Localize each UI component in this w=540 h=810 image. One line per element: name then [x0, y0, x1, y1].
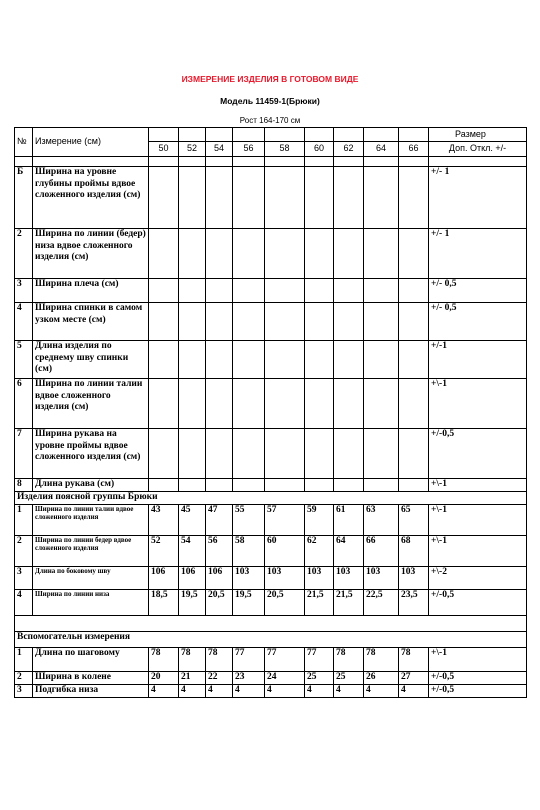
value-cell: 22: [206, 671, 233, 684]
measure-label: Длина изделия по среднему шву спинки (см): [33, 341, 149, 379]
value-cell: 4: [265, 684, 305, 697]
size-52: 52: [179, 142, 206, 157]
row-number: 4: [15, 303, 33, 341]
value-cell: [265, 479, 305, 492]
table-row: [15, 647, 527, 671]
value-cell: [149, 379, 179, 429]
value-cell: 106: [149, 566, 179, 589]
value-cell: 103: [233, 566, 265, 589]
value-cell: 103: [334, 566, 364, 589]
value-cell: [265, 229, 305, 279]
value-cell: [265, 303, 305, 341]
value-cell: 78: [334, 647, 364, 671]
value-cell: [305, 429, 334, 479]
value-cell: [179, 429, 206, 479]
value-cell: [399, 479, 429, 492]
value-cell: [334, 479, 364, 492]
value-cell: [149, 229, 179, 279]
value-cell: [334, 229, 364, 279]
tolerance-cell: +/- 1: [429, 167, 527, 229]
value-cell: 43: [149, 504, 179, 535]
value-cell: [334, 167, 364, 229]
value-cell: 78: [364, 647, 399, 671]
row-number: 5: [15, 341, 33, 379]
value-cell: [334, 341, 364, 379]
value-cell: [179, 229, 206, 279]
num-header: №: [15, 128, 33, 157]
value-cell: [233, 167, 265, 229]
value-cell: [206, 229, 233, 279]
value-cell: [364, 279, 399, 303]
value-cell: 19,5: [233, 589, 265, 615]
header-row: [15, 128, 527, 142]
value-cell: [206, 167, 233, 229]
value-cell: [364, 379, 399, 429]
value-cell: [233, 279, 265, 303]
value-cell: [206, 341, 233, 379]
table-row: [15, 671, 527, 684]
document-title: ИЗМЕРЕНИЕ ИЗДЕЛИЯ В ГОТОВОМ ВИДЕ: [181, 74, 359, 84]
table-row: [15, 535, 527, 566]
section-row: [15, 631, 527, 647]
tolerance-header: Доп. Откл. +/-: [429, 142, 527, 157]
value-cell: 4: [364, 684, 399, 697]
measure-label: Ширина на уровне глубины проймы вдвое сложенного изделия (см): [33, 167, 149, 229]
value-cell: [399, 429, 429, 479]
value-cell: [149, 303, 179, 341]
value-cell: [399, 229, 429, 279]
tolerance-cell: +\-1: [429, 504, 527, 535]
value-cell: [206, 429, 233, 479]
size-66: 66: [399, 142, 429, 157]
row-number: 2: [15, 535, 33, 566]
value-cell: 61: [334, 504, 364, 535]
tolerance-cell: +/-1: [429, 341, 527, 379]
tolerance-cell: +/-0,5: [429, 429, 527, 479]
measure-label: Длина рукава (см): [33, 479, 149, 492]
table-row: [15, 429, 527, 479]
tolerance-cell: +/- 0,5: [429, 303, 527, 341]
measure-label: Ширина по линии низа: [33, 589, 149, 615]
value-cell: 63: [364, 504, 399, 535]
value-cell: 54: [179, 535, 206, 566]
height-range: Рост 164-170 см: [239, 116, 301, 125]
value-cell: [179, 341, 206, 379]
tolerance-cell: +/- 0,5: [429, 279, 527, 303]
tolerance-cell: +\-1: [429, 379, 527, 429]
table-row: [15, 379, 527, 429]
value-cell: 23,5: [399, 589, 429, 615]
value-cell: 21: [179, 671, 206, 684]
row-number: 2: [15, 229, 33, 279]
value-cell: 47: [206, 504, 233, 535]
measure-label: Ширина по линии талии вдвое сложенного изделия: [33, 504, 149, 535]
measure-header: Измерение (см): [33, 128, 149, 157]
value-cell: 25: [334, 671, 364, 684]
value-cell: [233, 379, 265, 429]
value-cell: [265, 429, 305, 479]
measure-label: Ширина в колене: [33, 671, 149, 684]
value-cell: [206, 479, 233, 492]
value-cell: 4: [179, 684, 206, 697]
value-cell: 20: [149, 671, 179, 684]
value-cell: [179, 379, 206, 429]
value-cell: [364, 479, 399, 492]
value-cell: [399, 303, 429, 341]
table-row: [15, 303, 527, 341]
row-number: 1: [15, 647, 33, 671]
size-56: 56: [233, 142, 265, 157]
value-cell: 4: [206, 684, 233, 697]
value-cell: 22,5: [364, 589, 399, 615]
value-cell: 57: [265, 504, 305, 535]
value-cell: 103: [364, 566, 399, 589]
size-62: 62: [334, 142, 364, 157]
table-row: [15, 589, 527, 615]
row-number: 7: [15, 429, 33, 479]
measure-label: Длина по шаговому: [33, 647, 149, 671]
value-cell: [399, 279, 429, 303]
value-cell: [149, 479, 179, 492]
value-cell: 20,5: [206, 589, 233, 615]
tolerance-cell: +\-1: [429, 535, 527, 566]
row-number: Б: [15, 167, 33, 229]
row-number: 1: [15, 504, 33, 535]
value-cell: 68: [399, 535, 429, 566]
value-cell: 55: [233, 504, 265, 535]
value-cell: [179, 303, 206, 341]
value-cell: [334, 429, 364, 479]
section-title: Вспомогательн измерения: [15, 631, 527, 647]
value-cell: [364, 341, 399, 379]
value-cell: [233, 429, 265, 479]
value-cell: [364, 303, 399, 341]
value-cell: [334, 279, 364, 303]
value-cell: 4: [233, 684, 265, 697]
value-cell: 103: [305, 566, 334, 589]
value-cell: [233, 341, 265, 379]
value-cell: 21,5: [334, 589, 364, 615]
spacer-row: [15, 615, 527, 631]
value-cell: [364, 429, 399, 479]
value-cell: 62: [305, 535, 334, 566]
value-cell: 78: [179, 647, 206, 671]
measure-label: Ширина спинки в самом узком месте (см): [33, 303, 149, 341]
row-number: 3: [15, 684, 33, 697]
measure-label: Ширина по линии талии вдвое сложенного изделия (см): [33, 379, 149, 429]
value-cell: [265, 167, 305, 229]
value-cell: 64: [334, 535, 364, 566]
value-cell: 21,5: [305, 589, 334, 615]
value-cell: 25: [305, 671, 334, 684]
size-50: 50: [149, 142, 179, 157]
value-cell: [265, 279, 305, 303]
blank-cell: [15, 615, 527, 631]
value-cell: [233, 229, 265, 279]
value-cell: [265, 341, 305, 379]
row-number: 2: [15, 671, 33, 684]
value-cell: [334, 303, 364, 341]
value-cell: 56: [206, 535, 233, 566]
measure-label: Ширина по линии (бедер) низа вдвое сложенного изделия (см): [33, 229, 149, 279]
value-cell: 52: [149, 535, 179, 566]
size-64: 64: [364, 142, 399, 157]
row-number: 8: [15, 479, 33, 492]
value-cell: 20,5: [265, 589, 305, 615]
value-cell: 4: [399, 684, 429, 697]
measure-label: Ширина плеча (см): [33, 279, 149, 303]
value-cell: 60: [265, 535, 305, 566]
value-cell: [364, 167, 399, 229]
row-number: 4: [15, 589, 33, 615]
value-cell: 59: [305, 504, 334, 535]
value-cell: 19,5: [179, 589, 206, 615]
value-cell: 78: [206, 647, 233, 671]
value-cell: [305, 479, 334, 492]
value-cell: 24: [265, 671, 305, 684]
value-cell: 4: [305, 684, 334, 697]
size-header: Размер: [429, 128, 527, 142]
tolerance-cell: +\-1: [429, 479, 527, 492]
table-row: [15, 684, 527, 697]
size-58: 58: [265, 142, 305, 157]
value-cell: [233, 303, 265, 341]
value-cell: [399, 379, 429, 429]
value-cell: [265, 379, 305, 429]
value-cell: [206, 379, 233, 429]
value-cell: 4: [149, 684, 179, 697]
row-number: 3: [15, 566, 33, 589]
table-row: [15, 479, 527, 492]
value-cell: [305, 379, 334, 429]
table-row: [15, 279, 527, 303]
value-cell: 77: [233, 647, 265, 671]
tolerance-cell: +/- 1: [429, 229, 527, 279]
value-cell: [305, 279, 334, 303]
value-cell: 45: [179, 504, 206, 535]
tolerance-cell: +\-2: [429, 566, 527, 589]
value-cell: [305, 229, 334, 279]
tolerance-cell: +/-0,5: [429, 671, 527, 684]
value-cell: [149, 167, 179, 229]
value-cell: 106: [179, 566, 206, 589]
value-cell: 18,5: [149, 589, 179, 615]
value-cell: 23: [233, 671, 265, 684]
measure-label: Подгибка низа: [33, 684, 149, 697]
value-cell: 77: [265, 647, 305, 671]
section-row: [15, 492, 527, 505]
value-cell: [399, 341, 429, 379]
value-cell: 77: [305, 647, 334, 671]
value-cell: [179, 279, 206, 303]
value-cell: [399, 167, 429, 229]
size-60: 60: [305, 142, 334, 157]
value-cell: 78: [399, 647, 429, 671]
value-cell: 66: [364, 535, 399, 566]
value-cell: 4: [334, 684, 364, 697]
spacer-row: [15, 157, 527, 167]
value-cell: 103: [265, 566, 305, 589]
value-cell: [364, 229, 399, 279]
value-cell: [233, 479, 265, 492]
tolerance-cell: +/-0,5: [429, 684, 527, 697]
table-row: [15, 566, 527, 589]
row-number: 3: [15, 279, 33, 303]
measure-label: Длина по боковому шву: [33, 566, 149, 589]
table-row: [15, 167, 527, 229]
value-cell: [305, 167, 334, 229]
value-cell: 26: [364, 671, 399, 684]
table-body: [15, 128, 527, 698]
value-cell: 103: [399, 566, 429, 589]
measurement-table: [14, 127, 527, 698]
value-cell: [179, 167, 206, 229]
table-row: [15, 504, 527, 535]
value-cell: [149, 429, 179, 479]
value-cell: 65: [399, 504, 429, 535]
value-cell: [206, 279, 233, 303]
value-cell: [334, 379, 364, 429]
tolerance-cell: +\-1: [429, 647, 527, 671]
model-name: Модель 11459-1(Брюки): [220, 96, 320, 106]
value-cell: 78: [149, 647, 179, 671]
value-cell: [149, 341, 179, 379]
measure-label: Ширина по линии бедер вдвое сложенного изделия: [33, 535, 149, 566]
value-cell: [305, 303, 334, 341]
value-cell: [305, 341, 334, 379]
table-row: [15, 229, 527, 279]
value-cell: 106: [206, 566, 233, 589]
row-number: 6: [15, 379, 33, 429]
value-cell: [206, 303, 233, 341]
value-cell: 58: [233, 535, 265, 566]
tolerance-cell: +/-0,5: [429, 589, 527, 615]
value-cell: 27: [399, 671, 429, 684]
size-54: 54: [206, 142, 233, 157]
section-title: Изделия поясной группы Брюки: [15, 492, 527, 505]
measure-label: Ширина рукава на уровне проймы вдвое сложенного изделия (см): [33, 429, 149, 479]
value-cell: [149, 279, 179, 303]
table-row: [15, 341, 527, 379]
value-cell: [179, 479, 206, 492]
